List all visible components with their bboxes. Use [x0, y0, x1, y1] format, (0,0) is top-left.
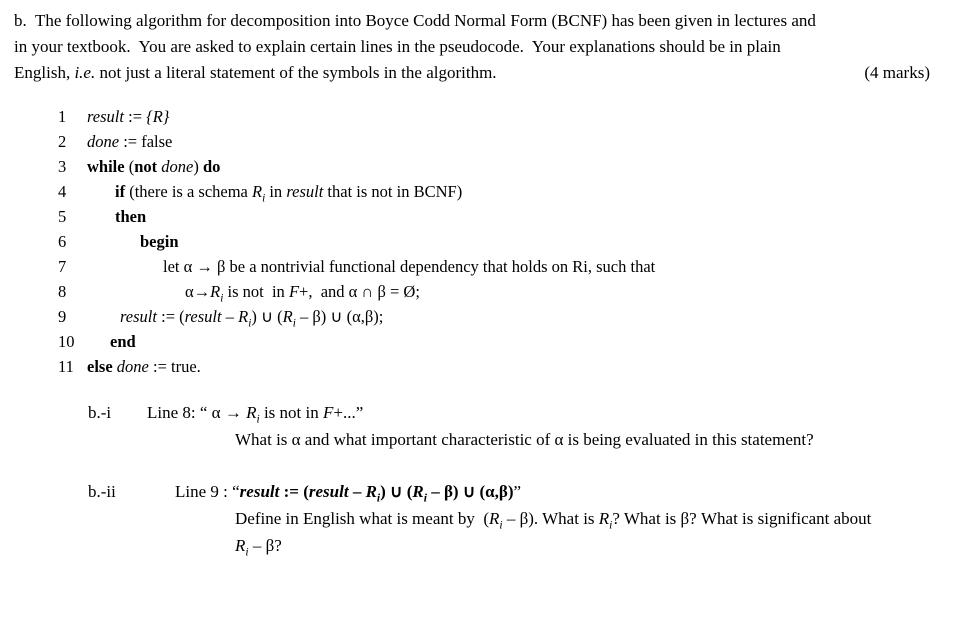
text-segment: let α	[163, 257, 197, 276]
code-text	[87, 104, 169, 129]
text-segment: {R}	[146, 107, 170, 126]
line-number: 7	[58, 257, 67, 276]
text-segment: result	[286, 182, 324, 201]
question-text	[235, 427, 930, 453]
line-number: 8	[58, 282, 67, 301]
text-segment: is not in	[259, 403, 323, 422]
text-segment: ) ∪ (	[251, 307, 283, 326]
line-number: 2	[58, 132, 67, 151]
text-segment: Define in English what is meant by (	[235, 509, 490, 528]
line-number: 6	[58, 232, 67, 251]
text-segment: i	[262, 192, 266, 205]
text-segment: while	[87, 157, 125, 176]
text-segment: is not in	[223, 282, 289, 301]
text-segment: Line 8: “ α	[147, 403, 225, 422]
code-text	[87, 154, 220, 179]
intro-line	[14, 8, 930, 34]
text-segment: result	[184, 307, 222, 326]
text-segment: (there is a schema	[125, 182, 252, 201]
code-text	[110, 329, 136, 354]
marks-label: (4 marks)	[864, 63, 930, 82]
text-segment: English,	[14, 63, 75, 82]
text-segment: if	[115, 182, 126, 201]
code-line	[58, 129, 930, 154]
line-number: 9	[58, 307, 67, 326]
line-number: 1	[58, 107, 67, 126]
text-segment: →	[196, 257, 213, 276]
text-segment: in your textbook. You are asked to explain certain lines in the pseudocode. Your explanations should be in plain	[14, 37, 781, 56]
line-number: 11	[58, 357, 74, 376]
text-segment: begin	[140, 232, 179, 251]
text-segment: β be a nontrivial functional dependency that holds on Ri, such that	[212, 257, 656, 276]
text-segment: R	[238, 307, 249, 326]
question-label: b.-ii	[88, 482, 116, 501]
text-segment: What is α and what important characteristic of α is being evaluated in this statement?	[235, 430, 814, 449]
code-line	[58, 254, 930, 279]
text-segment: R	[412, 482, 424, 501]
pseudocode-block	[58, 104, 930, 379]
code-text	[87, 129, 172, 154]
text-segment: i	[292, 317, 296, 330]
text-segment: in	[265, 182, 287, 201]
code-line	[58, 154, 930, 179]
text-segment: := false	[119, 132, 173, 151]
code-text	[87, 354, 201, 379]
text-segment: F	[322, 403, 334, 422]
text-segment: R	[598, 509, 610, 528]
text-segment: result	[120, 307, 157, 326]
text-segment: R	[489, 509, 500, 528]
code-line	[58, 179, 930, 204]
question-heading-row	[88, 479, 930, 505]
text-segment: then	[115, 207, 147, 226]
question-b-ii	[14, 479, 930, 559]
text-segment: end	[110, 332, 136, 351]
intro-line	[14, 60, 930, 86]
text-segment: i	[609, 518, 613, 532]
text-segment: ”	[513, 482, 522, 501]
text-segment: R	[235, 536, 246, 555]
text-segment: R	[282, 307, 293, 326]
code-text	[120, 304, 383, 329]
text-segment: not	[134, 157, 158, 176]
text-segment: +...”	[333, 403, 364, 422]
text-segment: Line 9 : “	[175, 482, 240, 501]
text-segment: – β) ∪ (α,β)	[426, 482, 514, 501]
text-segment: R	[246, 403, 257, 422]
text-segment: i	[256, 412, 260, 426]
line-number: 3	[58, 157, 67, 176]
text-segment: →	[224, 403, 242, 422]
question-text	[235, 533, 930, 559]
text-segment: – β). What is	[502, 509, 599, 528]
text-segment: b. The following algorithm for decomposition into Boyce Codd Normal Form (BCNF) has been given in lectures and	[14, 11, 816, 30]
text-segment: := true.	[148, 357, 201, 376]
text-segment: result	[239, 482, 280, 501]
code-text	[115, 179, 462, 204]
line-number: 5	[58, 207, 67, 226]
intro-line	[14, 34, 930, 60]
text-segment: ? What is β? What is significant about	[612, 509, 872, 528]
text-segment: do	[202, 157, 221, 176]
question-text	[235, 506, 930, 532]
text-segment: – β) ∪ (α,β);	[295, 307, 384, 326]
code-text	[115, 204, 146, 229]
text-segment: – β?	[248, 536, 282, 555]
text-segment: –	[221, 307, 239, 326]
text-segment: i	[499, 518, 503, 532]
text-segment: result	[308, 482, 349, 501]
text-segment: result	[87, 107, 124, 126]
text-segment: done	[87, 132, 120, 151]
text-segment: that is not in BCNF)	[323, 182, 463, 201]
code-text	[140, 229, 179, 254]
text-segment: R	[365, 482, 377, 501]
text-segment: := (	[279, 482, 309, 501]
text-segment: –	[348, 482, 366, 501]
text-segment: i	[245, 545, 249, 559]
text-segment: →	[193, 282, 211, 301]
text-segment: i	[423, 491, 427, 505]
text-segment: R	[252, 182, 263, 201]
question-label: b.-i	[88, 403, 112, 422]
line-number: 10	[58, 332, 75, 351]
text-segment: (	[124, 157, 135, 176]
text-segment: :=	[123, 107, 147, 126]
text-segment: )	[193, 157, 203, 176]
text-segment: +, and α ∩ β = Ø;	[299, 282, 420, 301]
text-segment: done	[161, 157, 194, 176]
code-text	[163, 254, 655, 279]
code-line	[58, 304, 930, 329]
text-segment: done	[116, 357, 149, 376]
code-text	[185, 279, 420, 304]
question-heading-row	[88, 400, 930, 426]
code-line	[58, 354, 930, 379]
question-heading	[147, 400, 363, 426]
intro-paragraph	[14, 8, 930, 86]
text-segment: α	[185, 282, 194, 301]
code-line	[58, 329, 930, 354]
text-segment: else	[87, 357, 117, 376]
question-heading	[175, 479, 521, 505]
text-segment: F	[288, 282, 300, 301]
text-segment: i.e.	[74, 63, 96, 82]
intro-line-text	[14, 60, 497, 86]
text-segment: not just a literal statement of the symbols in the algorithm.	[95, 63, 497, 82]
line-number: 4	[58, 182, 67, 201]
code-line	[58, 104, 930, 129]
code-line	[58, 229, 930, 254]
text-segment: := (	[156, 307, 185, 326]
text-segment: i	[220, 292, 224, 305]
text-segment: R	[210, 282, 221, 301]
text-segment: ) ∪ (	[380, 482, 413, 501]
text-segment: i	[376, 491, 381, 505]
text-segment: i	[248, 317, 252, 330]
code-line	[58, 279, 930, 304]
code-line	[58, 204, 930, 229]
question-b-i	[14, 400, 930, 453]
